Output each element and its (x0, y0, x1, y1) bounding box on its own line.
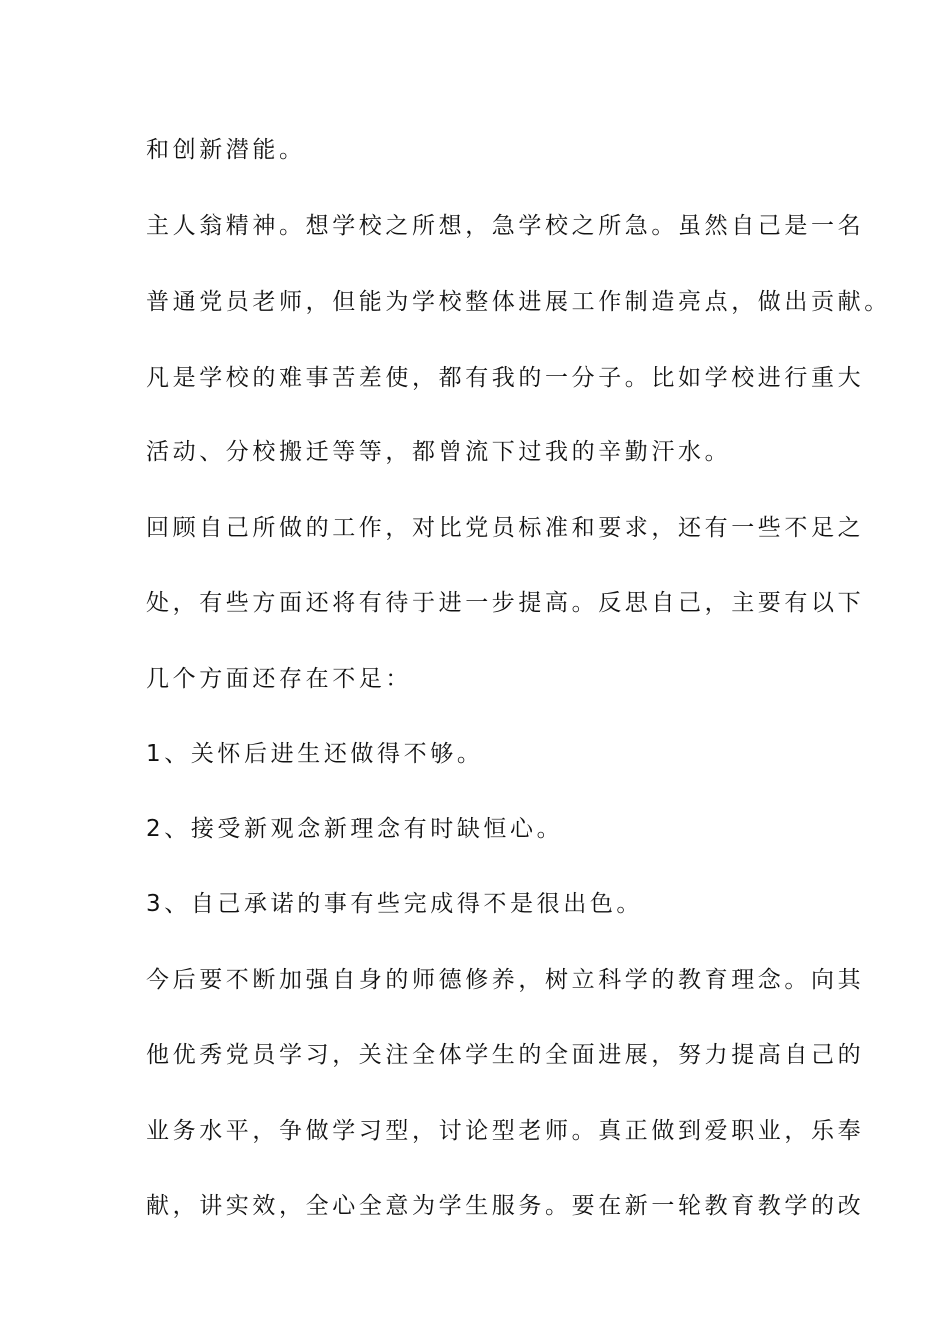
text-line-8: 几个方面还存在不足： (146, 666, 412, 692)
text-line-12: 今后要不断加强自身的师德修养，树立科学的教育理念。向其 (146, 967, 865, 993)
text-line-5: 活动、分校搬迁等等，都曾流下过我的辛勤汗水。 (146, 439, 732, 465)
text-line-7: 处，有些方面还将有待于进一步提高。反思自己，主要有以下 (146, 590, 865, 616)
text-line-1: 和创新潜能。 (146, 137, 306, 163)
text-line-3: 普通党员老师，但能为学校整体进展工作制造亮点，做出贡献。 (146, 289, 891, 315)
text-line-4: 凡是学校的难事苦差使，都有我的一分子。比如学校进行重大 (146, 365, 865, 391)
text-line-13: 他优秀党员学习，关注全体学生的全面进展，努力提高自己的 (146, 1042, 865, 1068)
text-line-15: 献，讲实效，全心全意为学生服务。要在新一轮教育教学的改 (146, 1193, 865, 1219)
list-item-3: 3、自己承诺的事有些完成得不是很出色。 (146, 891, 644, 917)
text-line-14: 业务水平，争做学习型，讨论型老师。真正做到爱职业，乐奉 (146, 1118, 865, 1144)
list-item-1: 1、关怀后进生还做得不够。 (146, 741, 484, 767)
text-line-2: 主人翁精神。想学校之所想，急学校之所急。虽然自己是一名 (146, 213, 865, 239)
list-item-2: 2、接受新观念新理念有时缺恒心。 (146, 816, 564, 842)
text-line-6: 回顾自己所做的工作，对比党员标准和要求，还有一些不足之 (146, 515, 865, 541)
